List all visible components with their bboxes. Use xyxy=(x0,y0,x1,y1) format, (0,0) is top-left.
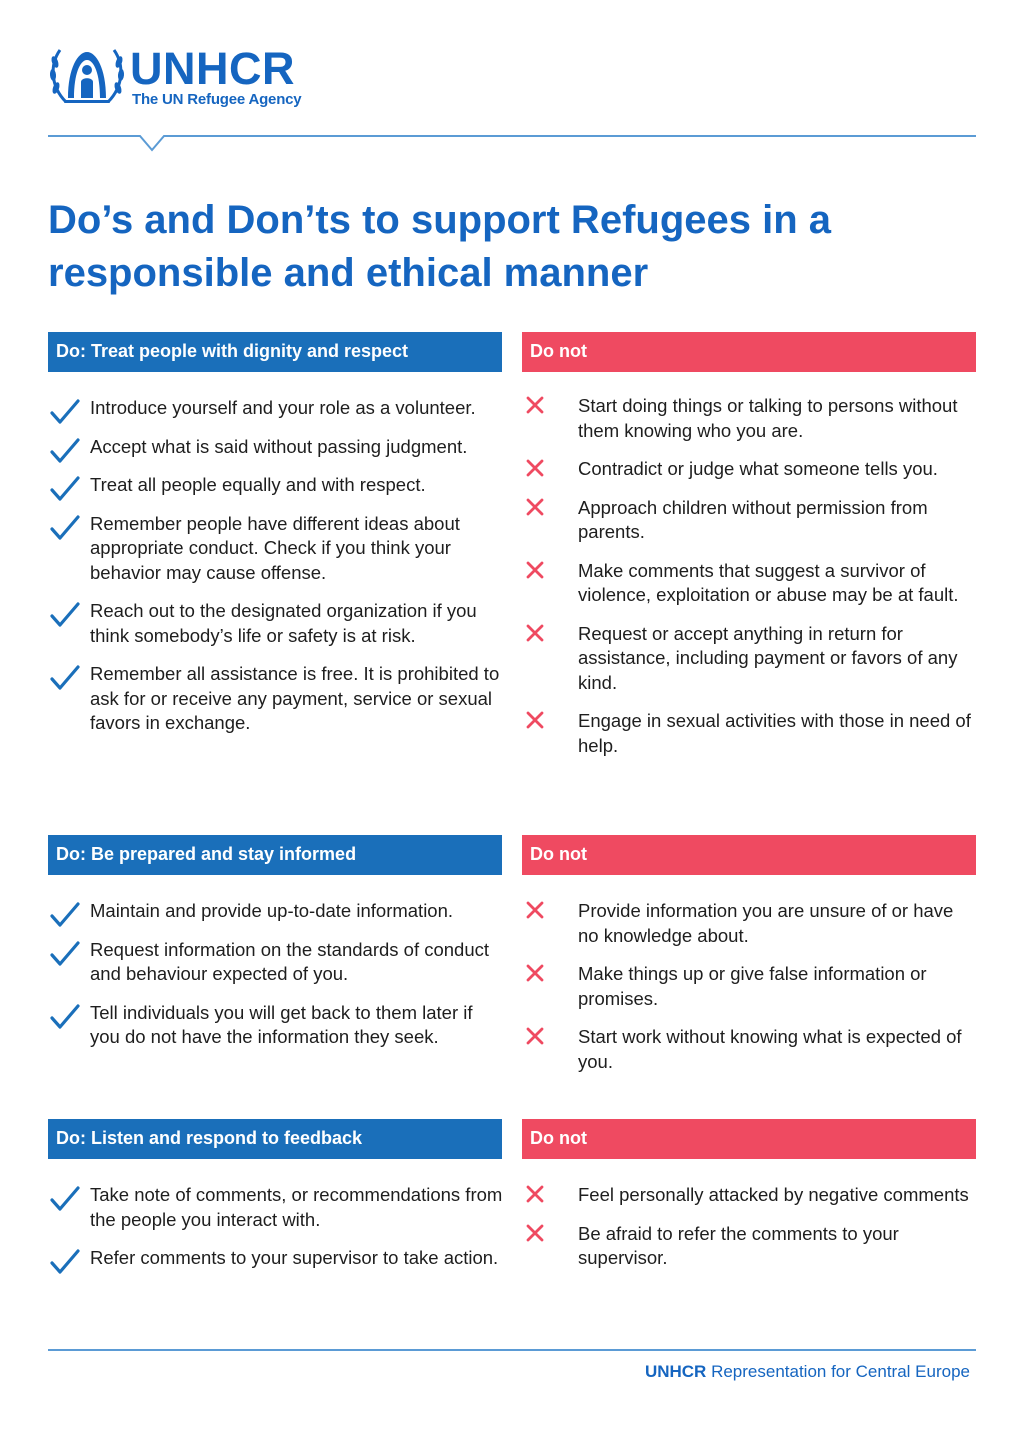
do-item xyxy=(48,1001,504,1050)
checkmark-icon xyxy=(50,941,80,974)
checkmark-icon xyxy=(50,438,80,471)
do-item xyxy=(48,1246,504,1271)
checkmark-icon xyxy=(50,1004,80,1037)
dont-list xyxy=(522,394,976,772)
item-text: Provide information you are unsure of or have no knowledge about. xyxy=(578,900,954,946)
do-item xyxy=(48,899,504,924)
item-text: Approach children without permission from parents. xyxy=(578,496,928,542)
cross-icon xyxy=(526,1224,544,1249)
checkmark-icon xyxy=(50,602,80,635)
checkmark-icon xyxy=(50,476,80,509)
checkmark-icon xyxy=(50,399,80,432)
dont-item xyxy=(522,394,976,443)
item-text: Feel personally attacked by negative comments xyxy=(578,1184,969,1205)
header-divider xyxy=(48,128,976,154)
section-dignity xyxy=(48,332,976,802)
do-item xyxy=(48,938,504,987)
item-text: Be afraid to refer the comments to your supervisor. xyxy=(578,1222,899,1268)
item-text: Make things up or give false information or promises. xyxy=(578,963,927,1009)
item-text: Refer comments to your supervisor to take action. xyxy=(90,1247,499,1268)
do-list xyxy=(48,396,504,750)
do-item xyxy=(48,512,504,586)
do-item xyxy=(48,473,504,498)
item-text: Request or accept anything in return for assistance, including payment or favors of any kind. xyxy=(578,622,958,693)
item-text: Treat all people equally and with respect. xyxy=(90,474,426,495)
do-item xyxy=(48,396,504,421)
do-list xyxy=(48,899,504,1064)
dont-heading: Do not xyxy=(522,332,976,372)
footer xyxy=(645,1362,970,1382)
cross-icon xyxy=(526,396,544,421)
cross-icon xyxy=(526,1185,544,1210)
cross-icon xyxy=(526,498,544,523)
do-item xyxy=(48,435,504,460)
do-heading: Do: Treat people with dignity and respect xyxy=(48,332,502,372)
item-text: Reach out to the designated organization if you think somebody’s life or safety is at risk. xyxy=(90,600,477,646)
cross-icon xyxy=(526,561,544,586)
dont-item xyxy=(522,496,976,545)
do-heading: Do: Listen and respond to feedback xyxy=(48,1119,502,1159)
logo-wordmark: UNHCR xyxy=(130,43,295,94)
do-item xyxy=(48,662,504,736)
checkmark-icon xyxy=(50,665,80,698)
dont-item xyxy=(522,1025,976,1074)
do-item xyxy=(48,1183,504,1232)
section-feedback xyxy=(48,1119,976,1319)
cross-icon xyxy=(526,901,544,926)
do-item xyxy=(48,599,504,648)
unhcr-logo xyxy=(48,38,328,118)
checkmark-icon xyxy=(50,1186,80,1219)
do-list xyxy=(48,1183,504,1285)
item-text: Request information on the standards of conduct and behaviour expected of you. xyxy=(90,938,490,984)
dont-item xyxy=(522,962,976,1011)
cross-icon xyxy=(526,459,544,484)
item-text: Engage in sexual activities with those in need of help. xyxy=(578,710,971,756)
item-text: Accept what is said without passing judgment. xyxy=(90,435,468,457)
item-text: Tell individuals you will get back to them later if you do not have the information they seek. xyxy=(90,1001,473,1047)
item-text: Take note of comments, or recommendations from the people you interact with. xyxy=(90,1184,503,1230)
checkmark-icon xyxy=(50,902,80,935)
dont-item xyxy=(522,622,976,696)
item-text: Maintain and provide up-to-date information. xyxy=(90,900,454,921)
dont-list xyxy=(522,1183,976,1285)
cross-icon xyxy=(526,964,544,989)
dont-item xyxy=(522,899,976,948)
item-text: Start work without knowing what is expected of you. xyxy=(578,1026,962,1072)
footer-text: Representation for Central Europe xyxy=(711,1362,970,1381)
item-text: Start doing things or talking to persons without them knowing who you are. xyxy=(578,395,958,441)
do-heading: Do: Be prepared and stay informed xyxy=(48,835,502,875)
item-text: Remember people have different ideas about appropriate conduct. Check if you think your behavior may cause offense. xyxy=(90,512,460,583)
section-prepared xyxy=(48,835,976,1075)
item-text: Contradict or judge what someone tells you. xyxy=(578,458,938,479)
dont-heading: Do not xyxy=(522,835,976,875)
dont-item xyxy=(522,709,976,758)
checkmark-icon xyxy=(50,515,80,548)
cross-icon xyxy=(526,1027,544,1052)
item-text: Make comments that suggest a survivor of violence, exploitation or abuse may be at fault. xyxy=(578,559,959,605)
dont-item xyxy=(522,559,976,608)
checkmark-icon xyxy=(50,1249,80,1282)
footer-org: UNHCR xyxy=(644,1362,707,1381)
footer-divider xyxy=(48,1349,976,1351)
item-text: Remember all assistance is free. It is prohibited to ask for or receive any payment, service or sexual favors in exchange. xyxy=(90,663,500,733)
laurel-emblem-icon xyxy=(48,42,126,108)
logo-tagline: The UN Refugee Agency xyxy=(132,91,302,108)
dont-item xyxy=(522,1222,976,1271)
dont-heading: Do not xyxy=(522,1119,976,1159)
dont-item xyxy=(522,1183,976,1208)
page-title: Do’s and Don’ts to support Refugees in a responsible and ethical manner xyxy=(48,198,832,295)
dont-list xyxy=(522,899,976,1088)
cross-icon xyxy=(526,624,544,649)
item-text: Introduce yourself and your role as a volunteer. xyxy=(90,397,476,418)
dont-item xyxy=(522,457,976,482)
cross-icon xyxy=(526,711,544,736)
